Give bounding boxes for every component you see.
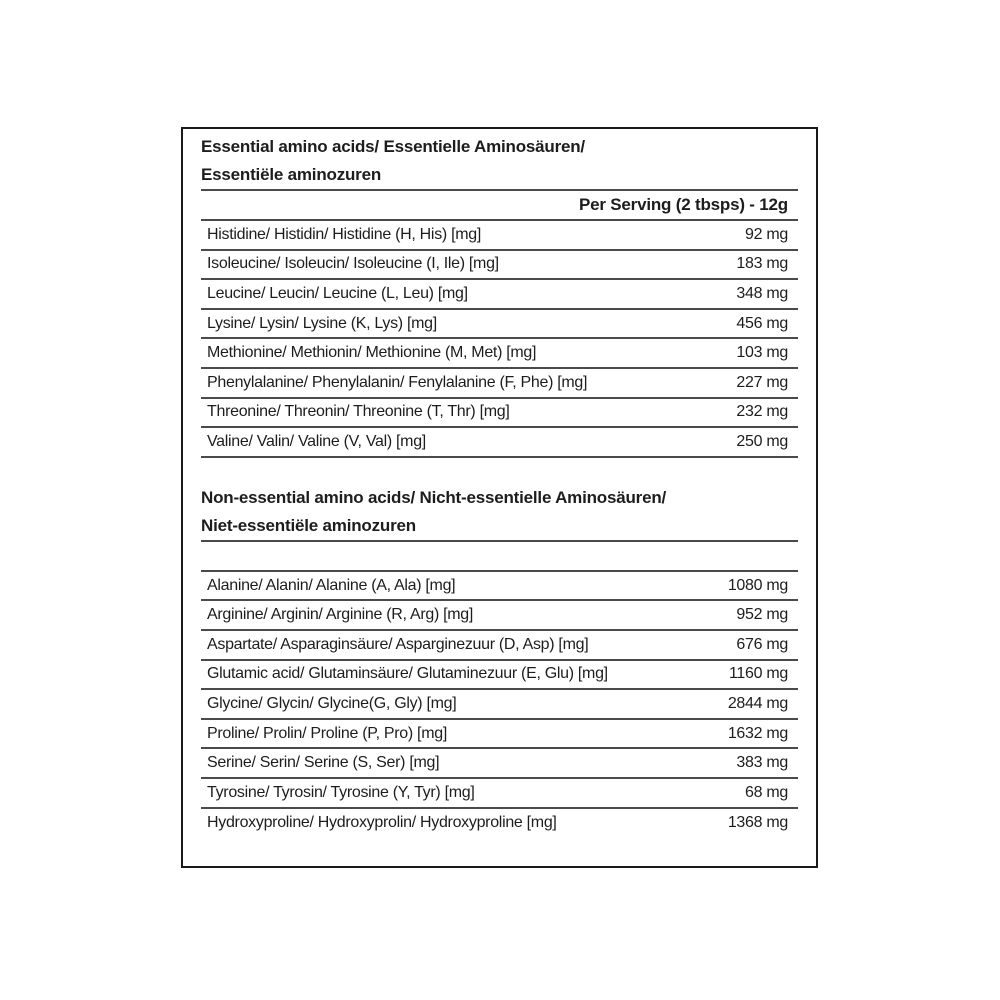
amino-acid-label: Phenylalanine/ Phenylalanin/ Fenylalanine (F, Phe) [mg] — [207, 373, 588, 391]
table-row — [201, 572, 798, 602]
table-row — [201, 720, 798, 750]
amino-acid-label: Tyrosine/ Tyrosin/ Tyrosine (Y, Tyr) [mg] — [207, 783, 475, 801]
amino-acid-label: Histidine/ Histidin/ Histidine (H, His) [mg] — [207, 225, 481, 243]
amino-acid-label: Lysine/ Lysin/ Lysine (K, Lys) [mg] — [207, 314, 437, 332]
amino-acid-label: Methionine/ Methionin/ Methionine (M, Met) [mg] — [207, 344, 537, 362]
amount-value: 103 mg — [736, 344, 788, 362]
amino-acid-label: Glutamic acid/ Glutaminsäure/ Glutaminezuur (E, Glu) [mg] — [207, 665, 608, 683]
table-row — [201, 601, 798, 631]
table-row — [201, 310, 798, 340]
table-row — [201, 339, 798, 369]
amount-value: 183 mg — [736, 255, 788, 273]
table-row — [201, 661, 798, 691]
amount-value: 2844 mg — [727, 694, 788, 712]
amino-acid-label: Aspartate/ Asparaginsäure/ Asparginezuur (D, Asp) [mg] — [207, 635, 589, 653]
table-row — [201, 428, 798, 458]
amount-value: 383 mg — [736, 754, 788, 772]
table-row — [201, 631, 798, 661]
amount-value: 227 mg — [736, 373, 788, 391]
table-row — [201, 749, 798, 779]
amount-value: 456 mg — [736, 314, 788, 332]
amino-acid-facts-panel — [181, 127, 818, 868]
non-essential-section-title-line2: Niet-essentiële aminozuren — [201, 515, 416, 535]
table-row — [201, 809, 798, 839]
table-row — [201, 399, 798, 429]
essential-section-title-line1: Essential amino acids/ Essentielle Aminosäuren/ — [201, 137, 585, 156]
amino-acid-label: Hydroxyproline/ Hydroxyprolin/ Hydroxyproline [mg] — [207, 814, 557, 832]
amount-value: 92 mg — [745, 225, 788, 243]
table-row — [201, 251, 798, 281]
amount-value: 1080 mg — [727, 576, 788, 594]
table-row — [201, 690, 798, 720]
amino-acid-label: Serine/ Serin/ Serine (S, Ser) [mg] — [207, 754, 440, 772]
amount-value: 232 mg — [736, 403, 788, 421]
amount-value: 952 mg — [736, 606, 788, 624]
amount-value: 1160 mg — [729, 665, 788, 683]
amount-value: 348 mg — [736, 284, 788, 302]
table-row — [201, 779, 798, 809]
amount-value: 250 mg — [736, 432, 788, 450]
essential-section-title-line2: Essentiële aminozuren — [201, 165, 382, 184]
essential-section — [201, 133, 798, 458]
amount-value: 68 mg — [745, 783, 788, 801]
amino-acid-label: Proline/ Prolin/ Proline (P, Pro) [mg] — [207, 724, 447, 742]
per-serving-header — [201, 189, 798, 221]
amino-acid-label: Glycine/ Glycin/ Glycine(G, Gly) [mg] — [207, 694, 457, 712]
non-essential-section-title-line1: Non-essential amino acids/ Nicht-essentielle Aminosäuren/ — [201, 487, 667, 507]
table-row — [201, 280, 798, 310]
per-serving-label: Per Serving (2 tbsps) - 12g — [578, 195, 788, 214]
amino-acid-label: Valine/ Valin/ Valine (V, Val) [mg] — [207, 432, 426, 450]
amino-acid-label: Threonine/ Threonin/ Threonine (T, Thr) [mg] — [207, 403, 510, 421]
amount-value: 676 mg — [736, 635, 788, 653]
amino-acid-label: Leucine/ Leucin/ Leucine (L, Leu) [mg] — [207, 284, 468, 302]
table-row — [201, 369, 798, 399]
amino-acid-label: Arginine/ Arginin/ Arginine (R, Arg) [mg] — [207, 606, 474, 624]
serving-band-empty — [201, 540, 798, 572]
amount-value: 1368 mg — [727, 814, 788, 832]
amino-acid-label: Alanine/ Alanin/ Alanine (A, Ala) [mg] — [207, 576, 456, 594]
amount-value: 1632 mg — [727, 724, 788, 742]
amino-acid-label: Isoleucine/ Isoleucin/ Isoleucine (I, Ile) [mg] — [207, 255, 499, 273]
table-row — [201, 221, 798, 251]
non-essential-section — [201, 484, 798, 838]
